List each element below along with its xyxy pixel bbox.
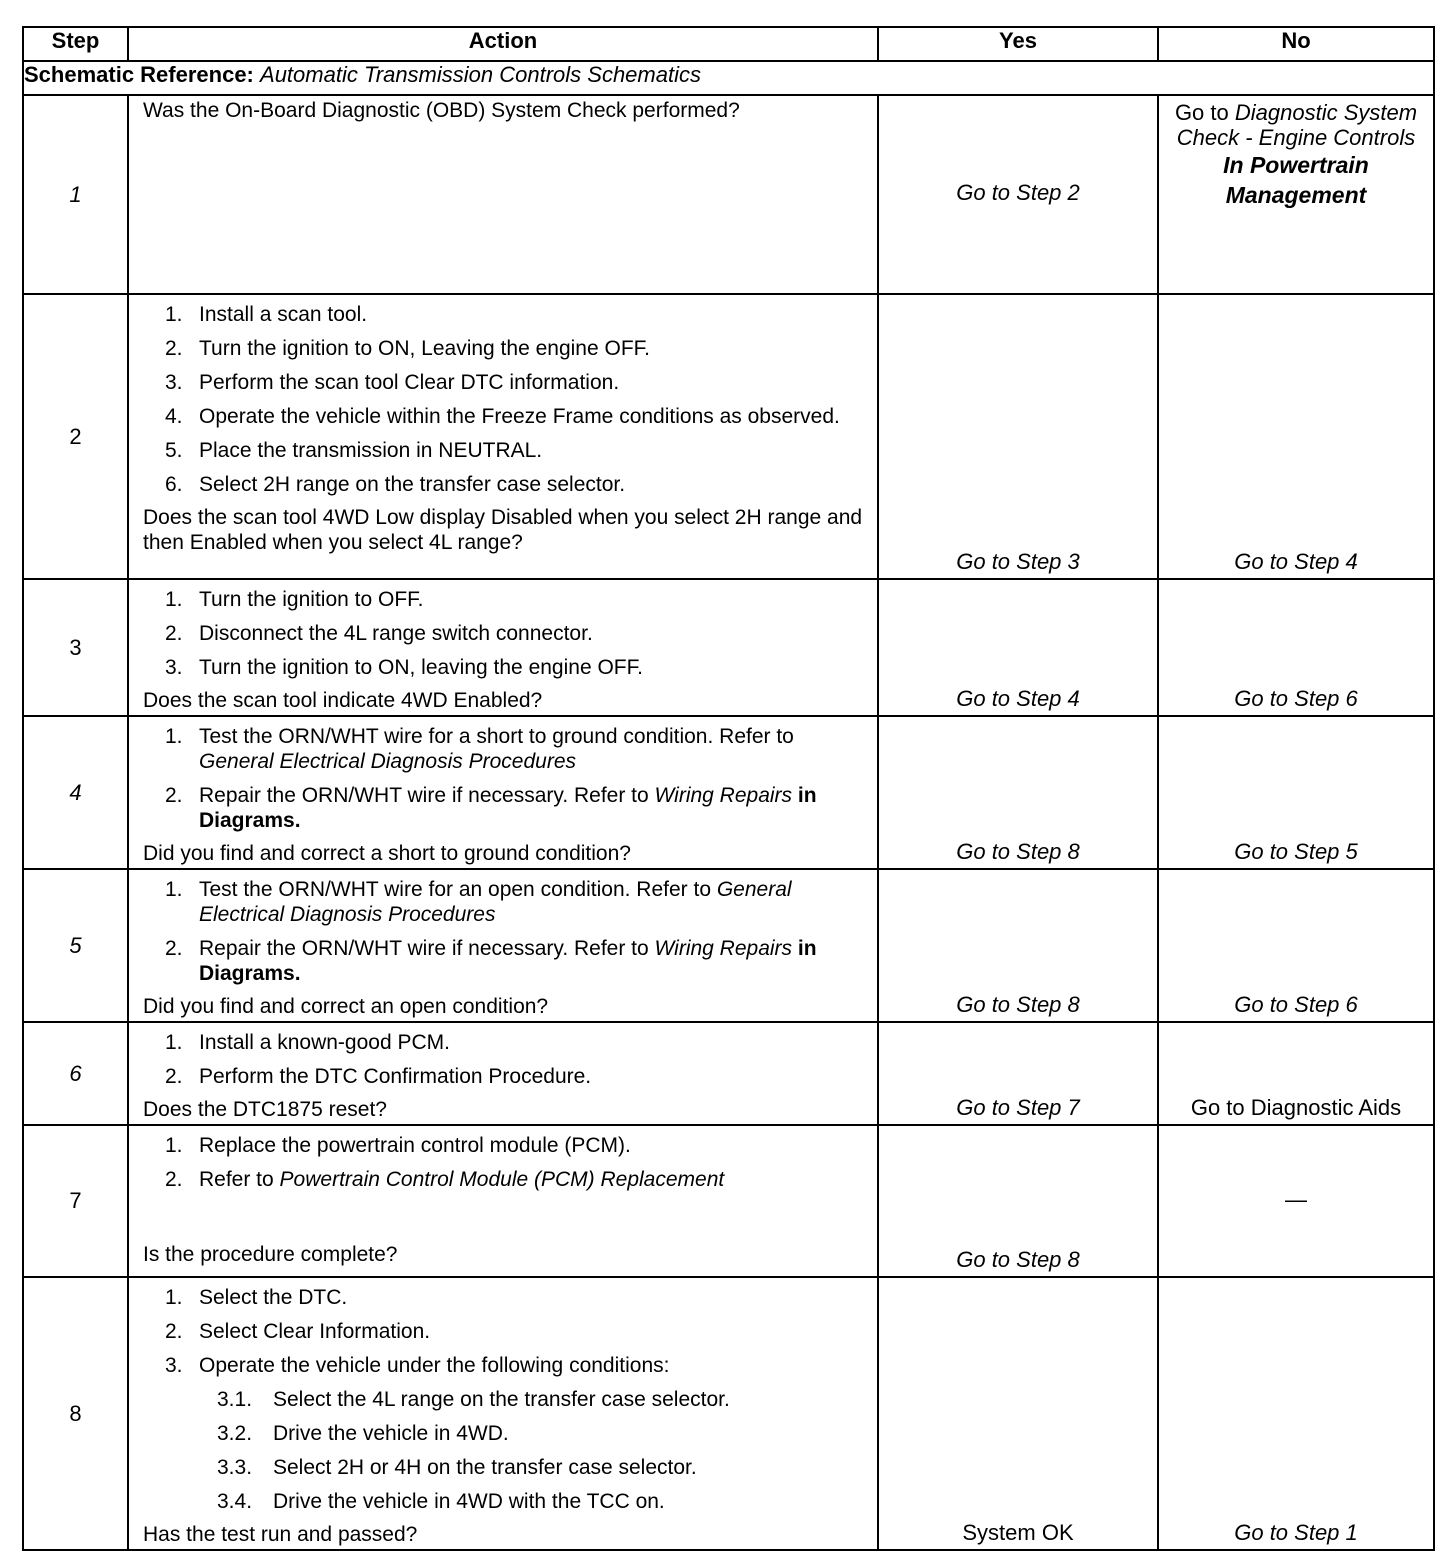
list-item: 6. Select 2H range on the transfer case selector. xyxy=(165,473,626,496)
action-list xyxy=(143,302,869,497)
list-item: 2. Repair the ORN/WHT wire if necessary. Refer to Wiring Repairs in Diagrams. xyxy=(165,784,817,832)
no-link[interactable]: Go to Step 5 xyxy=(1158,716,1434,869)
table-row xyxy=(23,579,1434,716)
header-yes: Yes xyxy=(878,27,1158,61)
header-no: No xyxy=(1158,27,1434,61)
question-text: Does the scan tool 4WD Low display Disabled when you select 2H range and then Enabled when you select 4L range? xyxy=(143,506,863,554)
yes-link[interactable]: Go to Step 8 xyxy=(878,716,1158,869)
list-item: 1. Turn the ignition to OFF. xyxy=(165,588,424,611)
no-link[interactable]: Go to Step 6 xyxy=(1158,579,1434,716)
list-item: 1. Select the DTC. xyxy=(165,1286,348,1309)
action-cell xyxy=(128,1277,878,1550)
no-link[interactable]: Go to Step 4 xyxy=(1158,294,1434,579)
step-number: 2 xyxy=(23,294,128,579)
diagnostic-table xyxy=(22,26,1435,1551)
step-number: 3 xyxy=(23,579,128,716)
action-list xyxy=(143,587,869,680)
question-text: Is the procedure complete? xyxy=(143,1243,398,1266)
list-item: 2. Repair the ORN/WHT wire if necessary. Refer to Wiring Repairs in Diagrams. xyxy=(165,937,817,985)
action-list xyxy=(143,724,869,833)
action-cell xyxy=(128,1125,878,1277)
table-row xyxy=(23,716,1434,869)
list-item: 2. Turn the ignition to ON, Leaving the engine OFF. xyxy=(165,337,650,360)
no-link[interactable]: Go to Diagnostic Aids xyxy=(1158,1022,1434,1125)
schematic-label: Schematic Reference: xyxy=(24,62,254,87)
table-row xyxy=(23,95,1434,294)
list-item: 1. Test the ORN/WHT wire for an open condition. Refer to General Electrical Diagnosis Procedures xyxy=(165,878,792,926)
sub-list-item: 3.1. Select the 4L range on the transfer case selector. xyxy=(217,1388,730,1411)
no-cell xyxy=(1158,95,1434,294)
schematic-row xyxy=(23,61,1434,95)
procedure-link[interactable]: General Electrical Diagnosis Procedures xyxy=(199,750,577,773)
list-item: 3. Operate the vehicle under the following conditions: xyxy=(165,1354,670,1377)
action-cell xyxy=(128,294,878,579)
list-item: 3. Perform the scan tool Clear DTC information. xyxy=(165,371,620,394)
table-row xyxy=(23,869,1434,1022)
no-link[interactable]: Go to Step 6 xyxy=(1158,869,1434,1022)
list-item: 4. Operate the vehicle within the Freeze Frame conditions as observed. xyxy=(165,405,840,428)
action-cell xyxy=(128,579,878,716)
wiring-repairs-link[interactable]: Wiring Repairs xyxy=(654,937,793,960)
yes-link[interactable]: Go to Step 8 xyxy=(878,1125,1158,1277)
question-text: Does the DTC1875 reset? xyxy=(143,1098,387,1121)
table-row xyxy=(23,1125,1434,1277)
list-item: 1. Install a scan tool. xyxy=(165,303,368,326)
list-item: 1. Install a known-good PCM. xyxy=(165,1031,450,1054)
yes-link[interactable]: Go to Step 2 xyxy=(878,95,1158,294)
wiring-repairs-link[interactable]: Wiring Repairs xyxy=(654,784,793,807)
no-link[interactable]: Go to Step 1 xyxy=(1158,1277,1434,1550)
table-row xyxy=(23,1022,1434,1125)
sub-list-item: 3.2. Drive the vehicle in 4WD. xyxy=(217,1422,509,1445)
yes-link[interactable]: Go to Step 8 xyxy=(878,869,1158,1022)
yes-link[interactable]: Go to Step 3 xyxy=(878,294,1158,579)
table-row xyxy=(23,1277,1434,1550)
sub-list-item: 3.3. Select 2H or 4H on the transfer case selector. xyxy=(217,1456,697,1479)
procedure-link[interactable]: General Electrical Diagnosis Procedures xyxy=(199,878,792,926)
no-location: In Powertrain Management xyxy=(1223,152,1369,208)
list-item: 2. Refer to Powertrain Control Module (PCM) Replacement xyxy=(165,1168,725,1191)
list-item: 1. Replace the powertrain control module (PCM). xyxy=(165,1134,631,1157)
no-link[interactable]: Diagnostic System Check - Engine Controls xyxy=(1176,100,1418,150)
question-text: Has the test run and passed? xyxy=(143,1523,418,1546)
action-list xyxy=(143,1030,869,1089)
table-row xyxy=(23,294,1434,579)
action-list xyxy=(143,877,869,986)
no-value: — xyxy=(1158,1125,1434,1277)
list-item: 2. Select Clear Information. xyxy=(165,1320,431,1343)
yes-value: System OK xyxy=(878,1277,1158,1550)
list-item: 1. Test the ORN/WHT wire for a short to ground condition. Refer to General Electrical Diagnosis Procedures xyxy=(165,725,794,773)
list-item: 5. Place the transmission in NEUTRAL. xyxy=(165,439,543,462)
step-number: 4 xyxy=(23,716,128,869)
header-action: Action xyxy=(128,27,878,61)
question-text: Does the scan tool indicate 4WD Enabled? xyxy=(143,689,543,712)
no-prefix: Go to xyxy=(1174,100,1229,125)
action-cell xyxy=(128,1022,878,1125)
step-number: 6 xyxy=(23,1022,128,1125)
action-list xyxy=(143,1133,869,1192)
step-number: 8 xyxy=(23,1277,128,1550)
header-step: Step xyxy=(23,27,128,61)
list-item: 3. Turn the ignition to ON, leaving the engine OFF. xyxy=(165,656,643,679)
schematic-reference xyxy=(23,61,1434,95)
action-list xyxy=(143,1285,869,1514)
pcm-replacement-link[interactable]: Powertrain Control Module (PCM) Replacement xyxy=(279,1168,725,1191)
list-item: 2. Disconnect the 4L range switch connector. xyxy=(165,622,593,645)
schematic-link[interactable]: Automatic Transmission Controls Schematics xyxy=(260,62,701,87)
question-text: Did you find and correct a short to ground condition? xyxy=(143,842,631,865)
action-cell xyxy=(128,716,878,869)
step-number: 7 xyxy=(23,1125,128,1277)
header-row xyxy=(23,27,1434,61)
yes-link[interactable]: Go to Step 7 xyxy=(878,1022,1158,1125)
step-number: 1 xyxy=(23,95,128,294)
question-text: Did you find and correct an open condition? xyxy=(143,995,549,1018)
list-item: 2. Perform the DTC Confirmation Procedure. xyxy=(165,1065,592,1088)
action-cell xyxy=(128,95,878,294)
yes-link[interactable]: Go to Step 4 xyxy=(878,579,1158,716)
step-number: 5 xyxy=(23,869,128,1022)
sub-list-item: 3.4. Drive the vehicle in 4WD with the TCC on. xyxy=(217,1490,665,1513)
question-text: Was the On-Board Diagnostic (OBD) System Check performed? xyxy=(143,99,740,122)
action-cell xyxy=(128,869,878,1022)
